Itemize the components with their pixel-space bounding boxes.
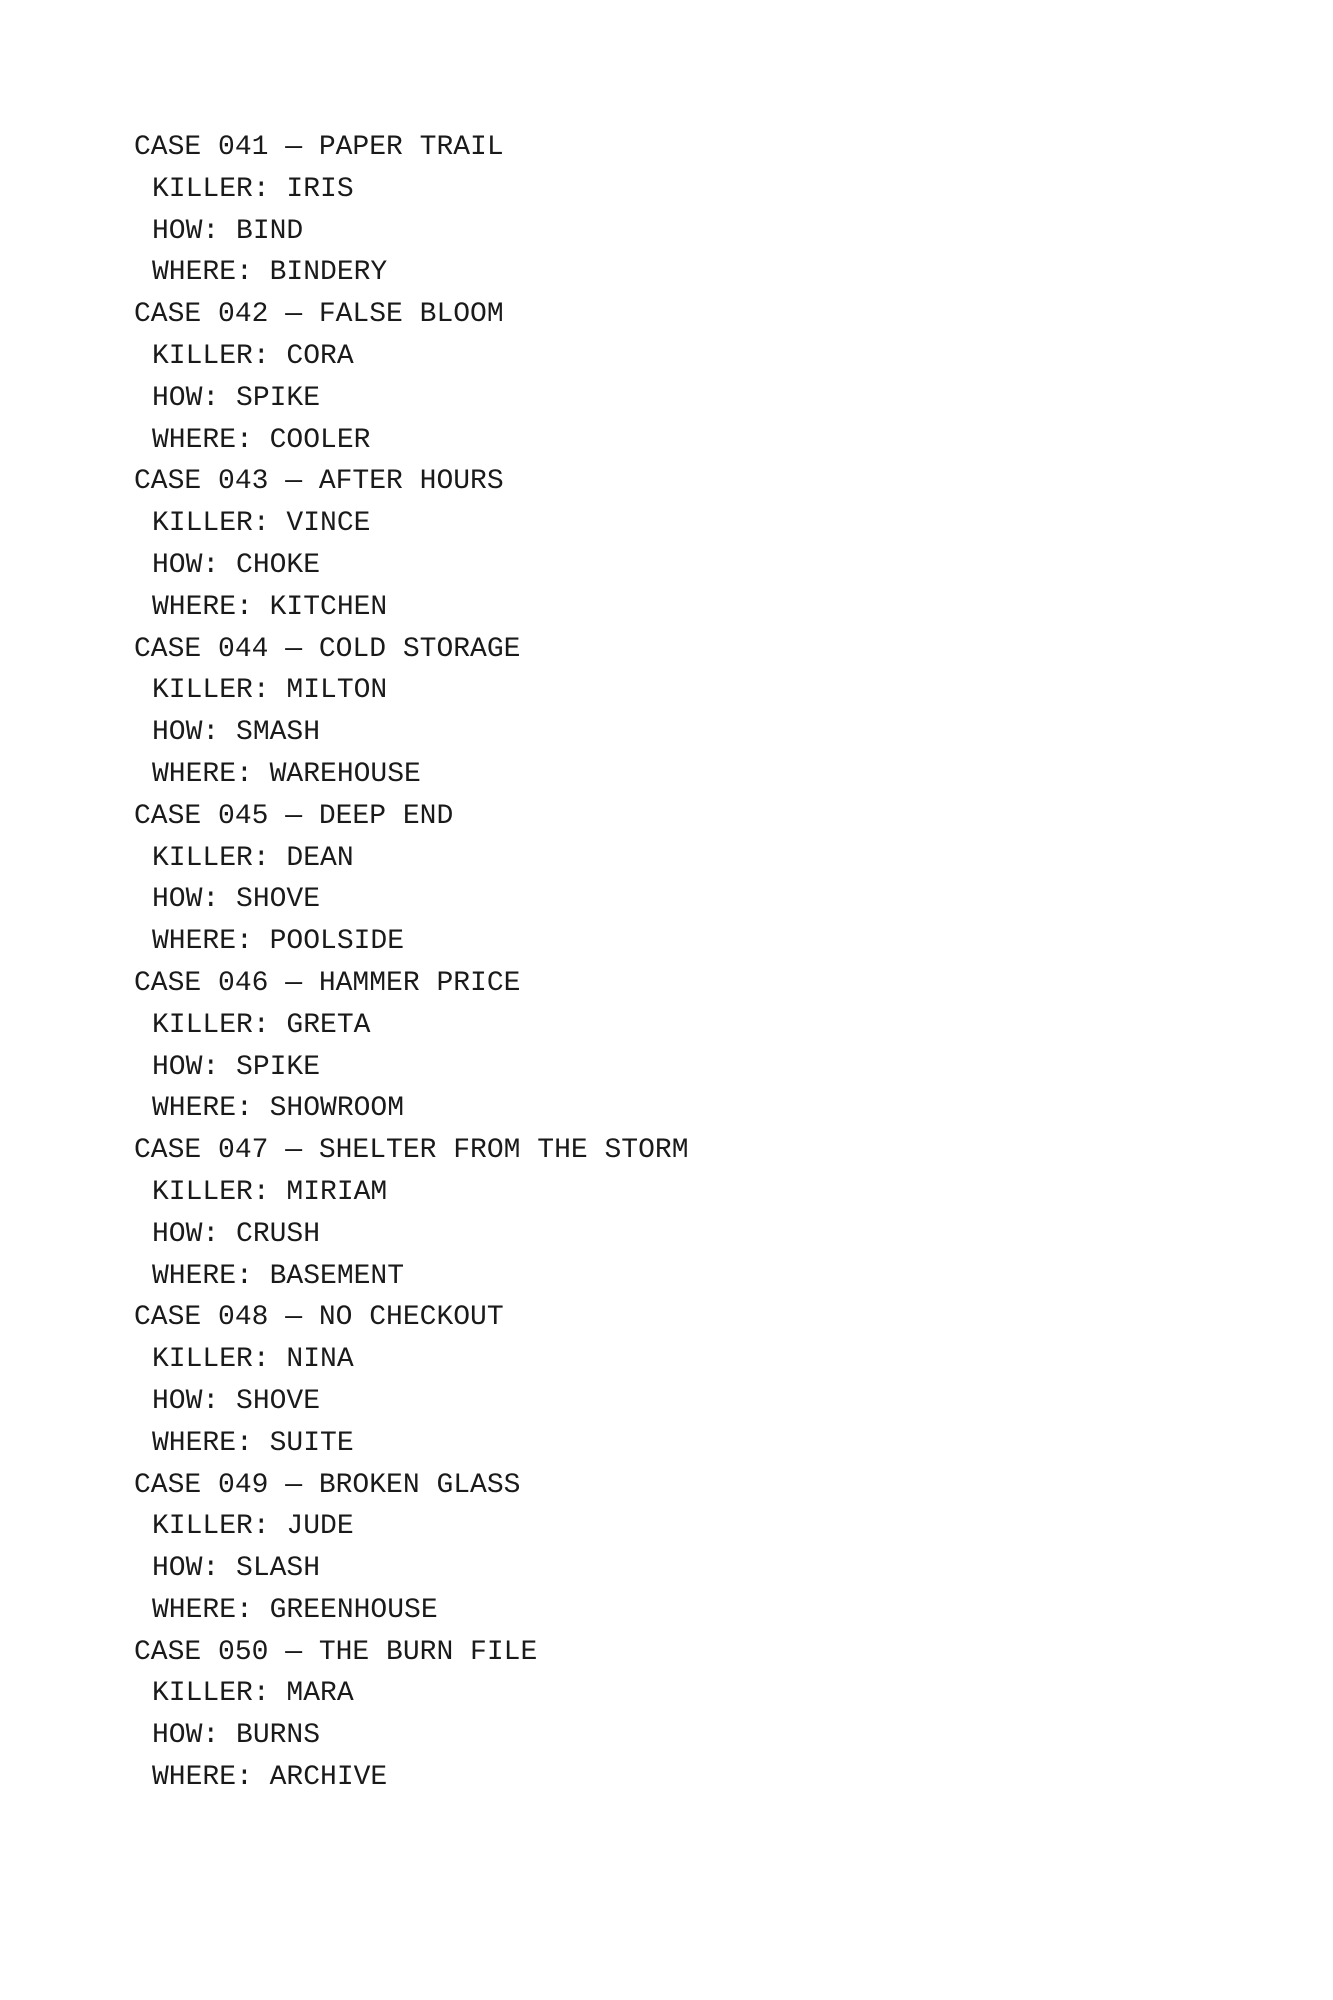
case-block	[134, 963, 1234, 1130]
case-block	[134, 1465, 1234, 1632]
case-killer: KILLER: CORA	[152, 340, 354, 372]
case-where: WHERE: KITCHEN	[152, 591, 388, 623]
case-block	[134, 1297, 1234, 1464]
case-where: WHERE: POOLSIDE	[152, 926, 405, 958]
case-killer: KILLER: MILTON	[152, 675, 388, 707]
case-how: HOW: BURNS	[152, 1720, 321, 1752]
case-where: WHERE: SHOWROOM	[152, 1093, 405, 1125]
case-title: CASE 046 — HAMMER PRICE	[134, 967, 521, 999]
case-how: HOW: SHOVE	[152, 884, 321, 916]
case-killer: KILLER: GRETA	[152, 1009, 371, 1041]
case-block	[134, 1130, 1234, 1297]
case-block	[134, 1632, 1234, 1799]
case-where: WHERE: WAREHOUSE	[152, 758, 421, 790]
case-block	[134, 461, 1234, 628]
case-title: CASE 043 — AFTER HOURS	[134, 466, 504, 498]
case-title: CASE 049 — BROKEN GLASS	[134, 1469, 521, 1501]
case-title: CASE 050 — THE BURN FILE	[134, 1636, 538, 1668]
case-block	[134, 796, 1234, 963]
case-where: WHERE: COOLER	[152, 424, 371, 456]
case-title: CASE 041 — PAPER TRAIL	[134, 132, 504, 163]
case-how: HOW: SHOVE	[152, 1385, 321, 1417]
case-killer: KILLER: NINA	[152, 1344, 354, 1376]
case-how: HOW: CRUSH	[152, 1218, 321, 1250]
case-killer: KILLER: DEAN	[152, 842, 354, 874]
case-how: HOW: SPIKE	[152, 1051, 321, 1083]
case-how: HOW: SMASH	[152, 717, 321, 749]
case-where: WHERE: ARCHIVE	[152, 1762, 388, 1794]
case-block	[134, 294, 1234, 461]
case-where: WHERE: GREENHOUSE	[152, 1594, 438, 1626]
case-title: CASE 047 — SHELTER FROM THE STORM	[134, 1135, 689, 1167]
case-killer: KILLER: JUDE	[152, 1511, 354, 1543]
case-how: HOW: SPIKE	[152, 382, 321, 414]
case-title: CASE 042 — FALSE BLOOM	[134, 299, 504, 331]
case-where: WHERE: BINDERY	[152, 257, 388, 289]
case-title: CASE 045 — DEEP END	[134, 800, 454, 832]
case-killer: KILLER: MARA	[152, 1678, 354, 1710]
case-block	[134, 629, 1234, 796]
case-killer: KILLER: MIRIAM	[152, 1176, 388, 1208]
case-how: HOW: BIND	[152, 215, 304, 247]
case-list	[134, 127, 1234, 1799]
case-where: WHERE: SUITE	[152, 1427, 354, 1459]
case-block	[134, 127, 1234, 294]
case-killer: KILLER: VINCE	[152, 508, 371, 540]
case-how: HOW: CHOKE	[152, 549, 321, 581]
case-killer: KILLER: IRIS	[152, 173, 354, 205]
case-title: CASE 048 — NO CHECKOUT	[134, 1302, 504, 1334]
case-title: CASE 044 — COLD STORAGE	[134, 633, 521, 665]
case-where: WHERE: BASEMENT	[152, 1260, 405, 1292]
case-how: HOW: SLASH	[152, 1553, 321, 1585]
